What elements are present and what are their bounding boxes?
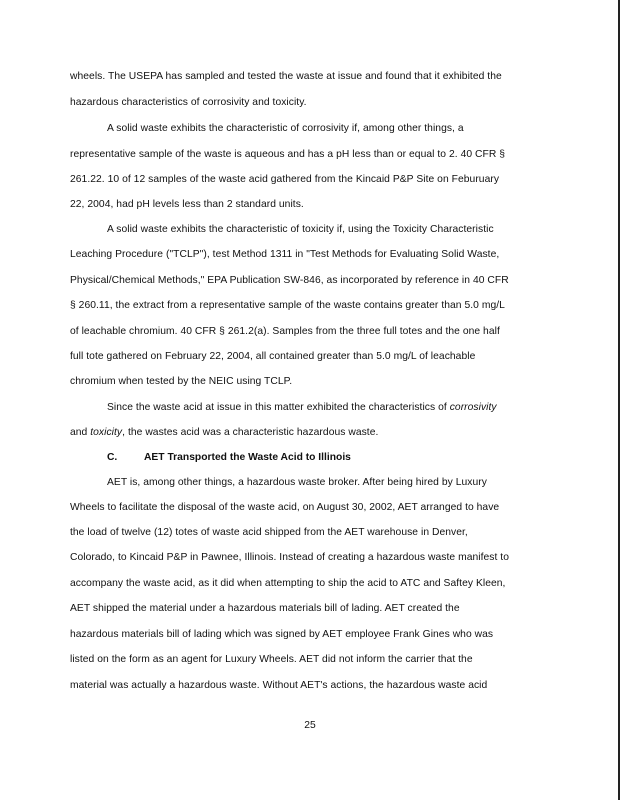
paragraph-first-line: AET is, among other things, a hazardous waste broker. After being hired by Luxury xyxy=(107,477,487,488)
text-line: AET shipped the material under a hazardous materials bill of lading. AET created the xyxy=(70,603,460,614)
text-line: listed on the form as an agent for Luxury Wheels. AET did not inform the carrier that the xyxy=(70,654,473,665)
text-line: chromium when tested by the NEIC using TCLP. xyxy=(70,376,293,387)
text-line: full tote gathered on February 22, 2004, all contained greater than 5.0 mg/L of leachable xyxy=(70,351,476,362)
text-line: 261.22. 10 of 12 samples of the waste acid gathered from the Kincaid P&P Site on Feburuary xyxy=(70,174,500,185)
text-line: accompany the waste acid, as it did when attempting to ship the acid to ATC and Saftey Kleen, xyxy=(70,578,506,589)
text-line: Colorado, to Kincaid P&P in Pawnee, Illinois. Instead of creating a hazardous waste manifest to xyxy=(70,552,509,563)
page-number: 25 xyxy=(304,720,316,731)
section-letter: C. xyxy=(107,452,118,463)
text-run: and xyxy=(70,427,91,438)
text-line: hazardous characteristics of corrosivity and toxicity. xyxy=(70,97,307,108)
emphasis-corrosivity: corrosivity xyxy=(449,402,497,413)
text-run: , the wastes acid was a characteristic hazardous waste. xyxy=(122,427,379,438)
text-line: the load of twelve (12) totes of waste acid shipped from the AET warehouse in Denver, xyxy=(70,527,468,538)
paragraph-first-line: A solid waste exhibits the characteristic of toxicity if, using the Toxicity Characteristic xyxy=(107,224,494,235)
text-line: Leaching Procedure ("TCLP"), test Method 1311 in "Test Methods for Evaluating Solid Waste, xyxy=(70,249,500,260)
text-line: representative sample of the waste is aqueous and has a pH less than or equal to 2. 40 CFR § xyxy=(70,149,506,160)
paragraph-first-line xyxy=(107,402,497,414)
emphasis-toxicity: toxicity xyxy=(90,427,123,438)
text-line: material was actually a hazardous waste. Without AET's actions, the hazardous waste acid xyxy=(70,680,488,691)
text-line: Wheels to facilitate the disposal of the waste acid, on August 30, 2002, AET arranged to have xyxy=(70,502,500,513)
text-line: Physical/Chemical Methods," EPA Publication SW-846, as incorporated by reference in 40 CFR xyxy=(70,275,509,286)
text-line: hazardous materials bill of lading which was signed by AET employee Frank Gines who was xyxy=(70,629,494,640)
paragraph-first-line: A solid waste exhibits the characteristic of corrosivity if, among other things, a xyxy=(107,123,464,134)
text-line xyxy=(70,427,378,439)
text-run: Since the waste acid at issue in this matter exhibited the characteristics of xyxy=(107,402,450,413)
text-line: wheels. The USEPA has sampled and tested the waste at issue and found that it exhibited the xyxy=(70,71,502,82)
text-line: of leachable chromium. 40 CFR § 261.2(a). Samples from the three full totes and the one half xyxy=(70,326,500,337)
text-line: 22, 2004, had pH levels less than 2 standard units. xyxy=(70,199,304,210)
section-heading xyxy=(107,452,351,464)
section-title: AET Transported the Waste Acid to Illinois xyxy=(144,452,351,463)
text-line: § 260.11, the extract from a representative sample of the waste contains greater than 5.0 mg/L xyxy=(70,300,505,311)
